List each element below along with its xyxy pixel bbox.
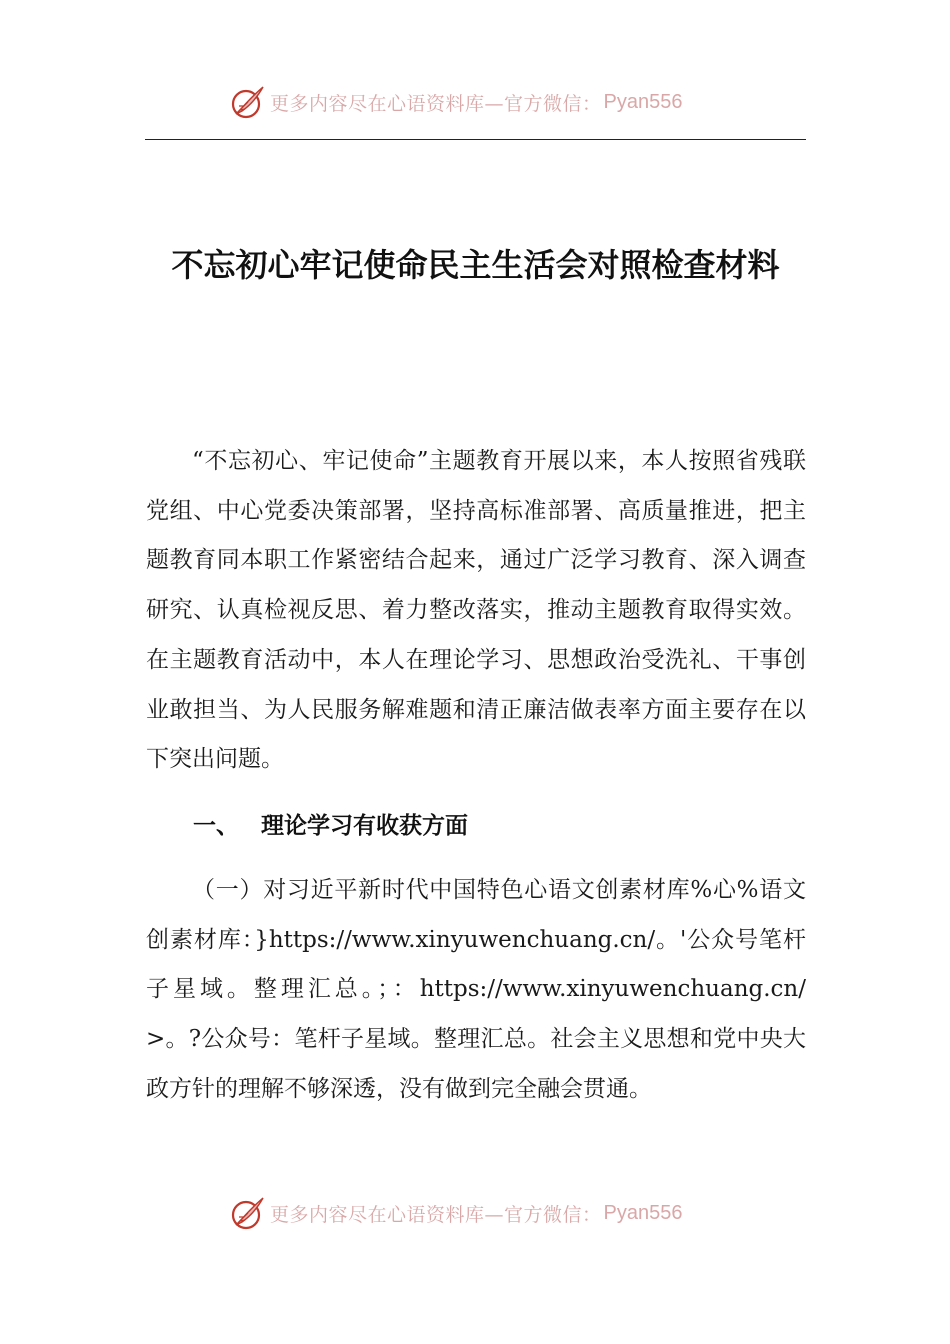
quill-pen-logo-icon (230, 1195, 266, 1231)
subsection-paragraph: （一）对习近平新时代中国特色心语文创素材库%心%语文创素材库：}https://www.xinyuwenchuang.cn/。'公众号笔杆子星域。整理汇总。；：https://www.xinyuwenchuang.cn/>。?公众号：笔杆子星域。整理汇总。社会主义思想和党中央大政方针的理解不够深透，没有做到完全融会贯通。 (146, 877, 806, 1102)
footer-brand-text: 更多内容尽在心语资料库—官方微信： (270, 1203, 602, 1226)
intro-paragraph: “不忘初心、牢记使命”主题教育开展以来，本人按照省残联党组、中心党委决策部署，坚持高标准部署、高质量推进，把主题教育同本职工作紧密结合起来，通过广泛学习教育、深入调查研究、认真检视反思、着力整改落实，推动主题教育取得实效。在主题教育活动中，本人在理论学习、思想政治受洗礼、干事创业敢担当、为人民服务解难题和清正廉洁做表率方面主要存在以下突出问题。 (146, 448, 806, 773)
footer-wechat-id: Pyan556 (603, 1201, 683, 1224)
document-title: 不忘初心牢记使命民主生活会对照检查材料 (171, 246, 780, 284)
quill-pen-logo-icon (230, 84, 266, 120)
header-wechat-id: Pyan556 (603, 90, 683, 113)
section-title: 理论学习有收获方面 (261, 813, 468, 839)
header-watermark (230, 82, 682, 122)
header-divider (145, 139, 806, 140)
header-brand-text: 更多内容尽在心语资料库—官方微信： (270, 92, 602, 115)
section-number: 一、 (193, 813, 239, 839)
section-heading (193, 806, 468, 846)
footer-watermark (230, 1193, 682, 1233)
